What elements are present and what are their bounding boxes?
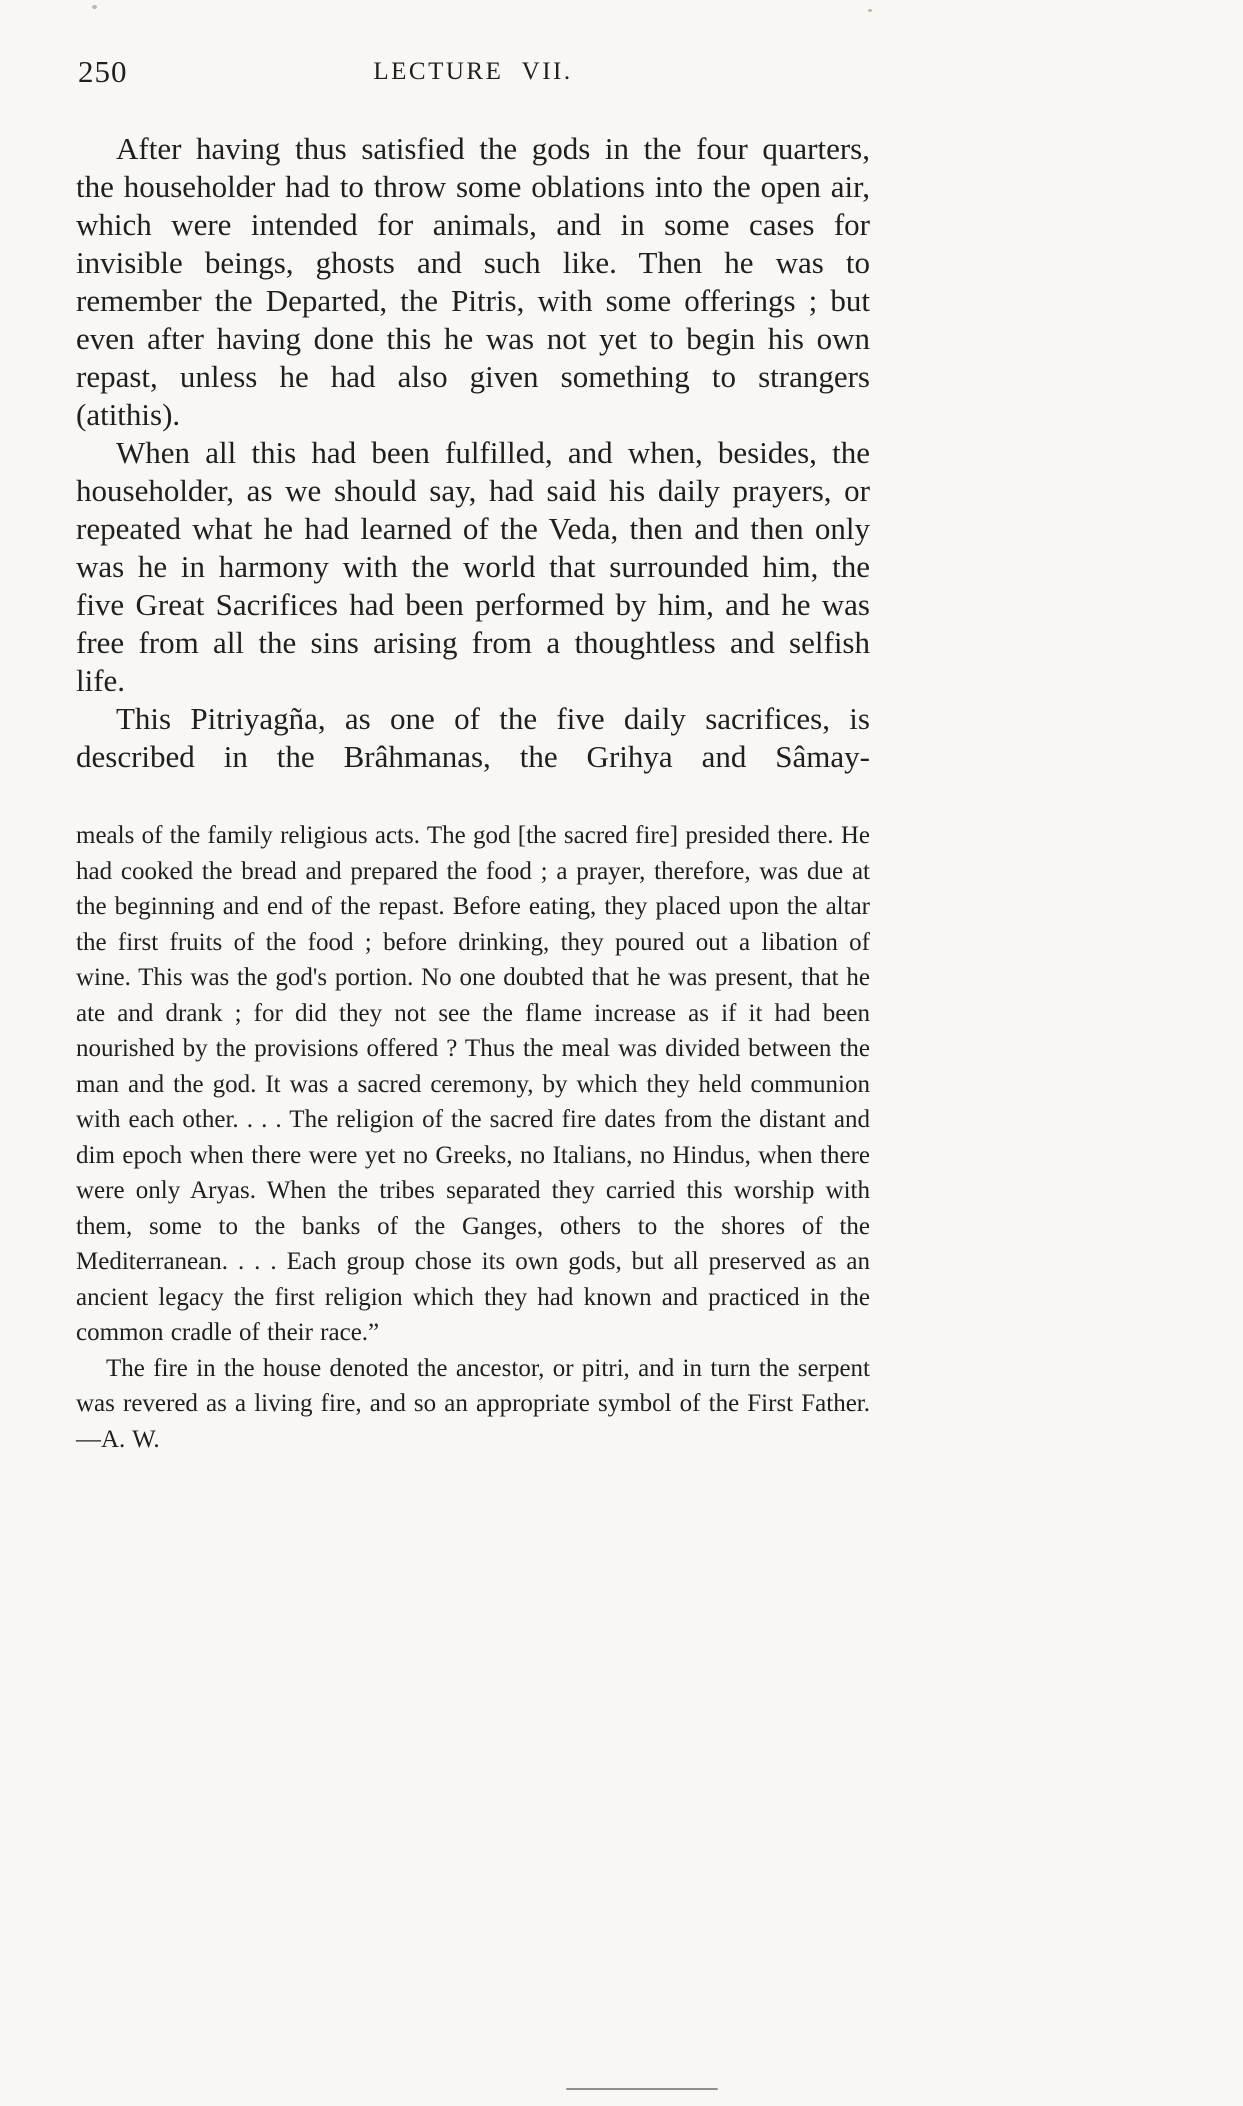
footnote-paragraph: The fire in the house denoted the ancestor, or pitri, and in turn the serpent was revered as a living fire, and so an appropriate symbol of the First Father.—A. W.	[76, 1354, 870, 1453]
body-paragraph: After having thus satisfied the gods in the four quarters, the householder had to throw some oblations into the open air, which were intended for animals, and in some cases for invisible beings, ghosts and such like. Then he was to remember the Departed, the Pitris, with some offerings ; but even after having done this he was not yet to begin his own repast, unless he had also given something to strangers (atithis).	[76, 131, 870, 432]
main-text	[76, 130, 870, 776]
running-head: LECTURE VII.	[373, 58, 573, 85]
page-header	[76, 54, 870, 90]
scan-speck	[868, 9, 872, 12]
scan-speck	[92, 5, 97, 9]
text-column	[76, 0, 870, 1457]
footnote	[76, 818, 870, 1457]
body-paragraph: This Pitriyagña, as one of the five daily sacrifices, is described in the Brâhmanas, the Grihya and Sâmay-	[76, 701, 870, 774]
body-paragraph: When all this had been fulfilled, and when, besides, the householder, as we should say, had said his daily prayers, or repeated what he had learned of the Veda, then and then only was he in harmony with the world that surrounded him, the five Great Sacrifices had been performed by him, and he was free from all the sins arising from a thoughtless and selfish life.	[76, 435, 870, 698]
footnote-paragraph: meals of the family religious acts. The god [the sacred fire] presided there. He had cooked the bread and prepared the food ; a prayer, therefore, was due at the beginning and end of the repast. Before eating, they placed upon the altar the first fruits of the food ; before drinking, they poured out a libation of wine. This was the god's portion. No one doubted that he was present, that he ate and drank ; for did they not see the flame increase as if it had been nourished by the provisions offered ? Thus the meal was divided between the man and the god. It was a sacred ceremony, by which they held communion with each other. . . . The religion of the sacred fire dates from the distant and dim epoch when there were yet no Greeks, no Italians, no Hindus, when there were only Aryas. When the tribes separated they carried this worship with them, some to the banks of the Ganges, others to the shores of the Mediterranean. . . . Each group chose its own gods, but all preserved as an ancient legacy the first religion which they had known and practiced in the common cradle of their race.”	[76, 822, 870, 1346]
scan-artifact-line	[566, 2088, 718, 2090]
page-number: 250	[78, 54, 128, 89]
